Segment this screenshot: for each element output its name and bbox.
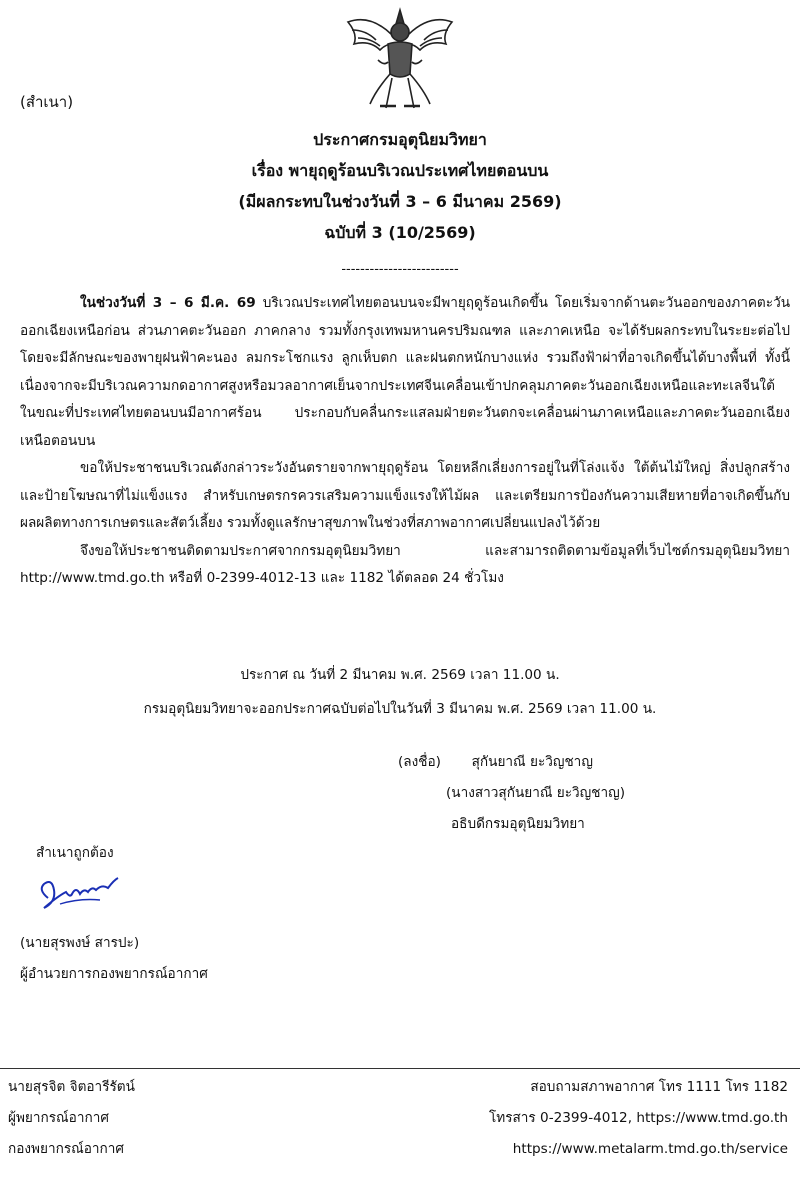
title-agency: ประกาศกรมอุตุนิยมวิทยา bbox=[313, 130, 487, 149]
footer-divider bbox=[0, 1068, 800, 1069]
contact-phone: สอบถามสภาพอากาศ โทร 1111 โทร 1182 bbox=[530, 1079, 788, 1095]
contact-fax-website[interactable]: โทรสาร 0-2399-4012, https://www.tmd.go.th bbox=[488, 1110, 788, 1126]
signatory-full-name: (นางสาวสุกันยาณี ยะวิญชาญ) bbox=[446, 785, 626, 801]
announcement-dates bbox=[0, 658, 800, 726]
signatory-block bbox=[398, 747, 798, 840]
certifier-name: (นายสุรพงษ์ สารปะ) bbox=[20, 935, 140, 951]
signature-icon bbox=[30, 868, 130, 918]
forecaster-role: ผู้พยากรณ์อากาศ bbox=[8, 1110, 109, 1126]
title-separator: ------------------------- bbox=[341, 262, 459, 277]
footer-forecaster bbox=[8, 1072, 135, 1165]
forecaster-name: นายสุรจิต จิตอารีรัตน์ bbox=[8, 1079, 135, 1095]
forecaster-division: กองพยากรณ์อากาศ bbox=[8, 1141, 125, 1157]
contact-service-link[interactable]: https://www.metalarm.tmd.go.th/service bbox=[512, 1141, 788, 1157]
certifier-block bbox=[20, 928, 208, 990]
certifier-position: ผู้อำนวยการกองพยากรณ์อากาศ bbox=[20, 966, 208, 982]
forecast-text: บริเวณประเทศไทยตอนบนจะมีพายุฤดูร้อนเกิดขึ้น โดยเริ่มจากด้านตะวันออกของภาคตะวันออกเฉียงเหนือก่อน ส่วนภาคตะวันออก ภาคกลาง รวมทั้งกรุงเทพมหานครปริมณฑล และภาคเหนือ จะได้รับผลกระทบในระยะต่อไป โดยจะมีลักษณะของพายุฝนฟ้าคะนอง ลมกระโชกแรง ลูกเห็บตก และฝนตกหนักบางแห่ง รวมถึงฟ้าผ่าที่อาจเกิดขึ้นได้บางพื้นที่ ทั้งนี้เนื่องจากจะมีบริเวณความกดอากาศสูงหรือมวลอากาศเย็นจากประเทศจีนเคลื่อนเข้าปกคลุมภาคตะวันออกเฉียงเหนือและทะเลจีนใต้ ในขณะที่ประเทศไทยตอนบนมีอากาศร้อน ประกอบกับคลื่นกระแสลมฝ่ายตะวันตกจะเคลื่อนผ่านภาคเหนือและภาคตะวันออกเฉียงเหนือตอนบน bbox=[20, 295, 790, 449]
certified-copy-label: สำเนาถูกต้อง bbox=[36, 845, 114, 861]
title-subject: เรื่อง พายุฤดูร้อนบริเวณประเทศไทยตอนบน bbox=[251, 161, 549, 180]
footer-contact bbox=[489, 1072, 788, 1165]
announcement-body bbox=[20, 290, 790, 593]
signed-row bbox=[398, 747, 798, 778]
document-title-block bbox=[0, 124, 800, 248]
forecast-period: ในช่วงวันที่ 3 – 6 มี.ค. 69 bbox=[80, 295, 256, 311]
announce-date: ประกาศ ณ วันที่ 2 มีนาคม พ.ศ. 2569 เวลา 11.00 น. bbox=[240, 667, 560, 683]
copy-label: (สำเนา) bbox=[20, 93, 74, 111]
title-impact-period: (มีผลกระทบในช่วงวันที่ 3 – 6 มีนาคม 2569) bbox=[238, 192, 562, 211]
next-issue-date: กรมอุตุนิยมวิทยาจะออกประกาศฉบับต่อไปในวันที่ 3 มีนาคม พ.ศ. 2569 เวลา 11.00 น. bbox=[143, 701, 657, 717]
paragraph-warning: ขอให้ประชาชนบริเวณดังกล่าวระวังอันตรายจากพายุฤดูร้อน โดยหลีกเลี่ยงการอยู่ในที่โล่งแจ้ง ใต้ต้นไม้ใหญ่ สิ่งปลูกสร้าง และป้ายโฆษณาที่ไม่แข็งแรง สำหรับเกษตรกรควรเสริมความแข็งแรงให้ไม้ผล และเตรียมการป้องกันความเสียหายที่อาจเกิดขึ้นกับผลผลิตทางการเกษตรและสัตว์เลี้ยง รวมทั้งดูแลรักษาสุขภาพในช่วงที่สภาพอากาศเปลี่ยนแปลงไว้ด้วย bbox=[20, 460, 790, 531]
sign-label: (ลงชื่อ) bbox=[398, 754, 441, 770]
signatory-position: อธิบดีกรมอุตุนิยมวิทยา bbox=[451, 816, 585, 832]
title-issue-number: ฉบับที่ 3 (10/2569) bbox=[324, 223, 476, 242]
signed-name: สุกันยาณี ยะวิญชาญ bbox=[471, 754, 593, 770]
paragraph-contact: จึงขอให้ประชาชนติดตามประกาศจากกรมอุตุนิยมวิทยา และสามารถติดตามข้อมูลที่เว็บไซต์กรมอุตุนิยมวิทยา http://www.tmd.go.th หรือที่ 0-2399-4012-13 และ 1182 ได้ตลอด 24 ชั่วโมง bbox=[20, 542, 790, 586]
garuda-emblem-icon bbox=[340, 4, 460, 114]
paragraph-forecast bbox=[20, 290, 790, 455]
